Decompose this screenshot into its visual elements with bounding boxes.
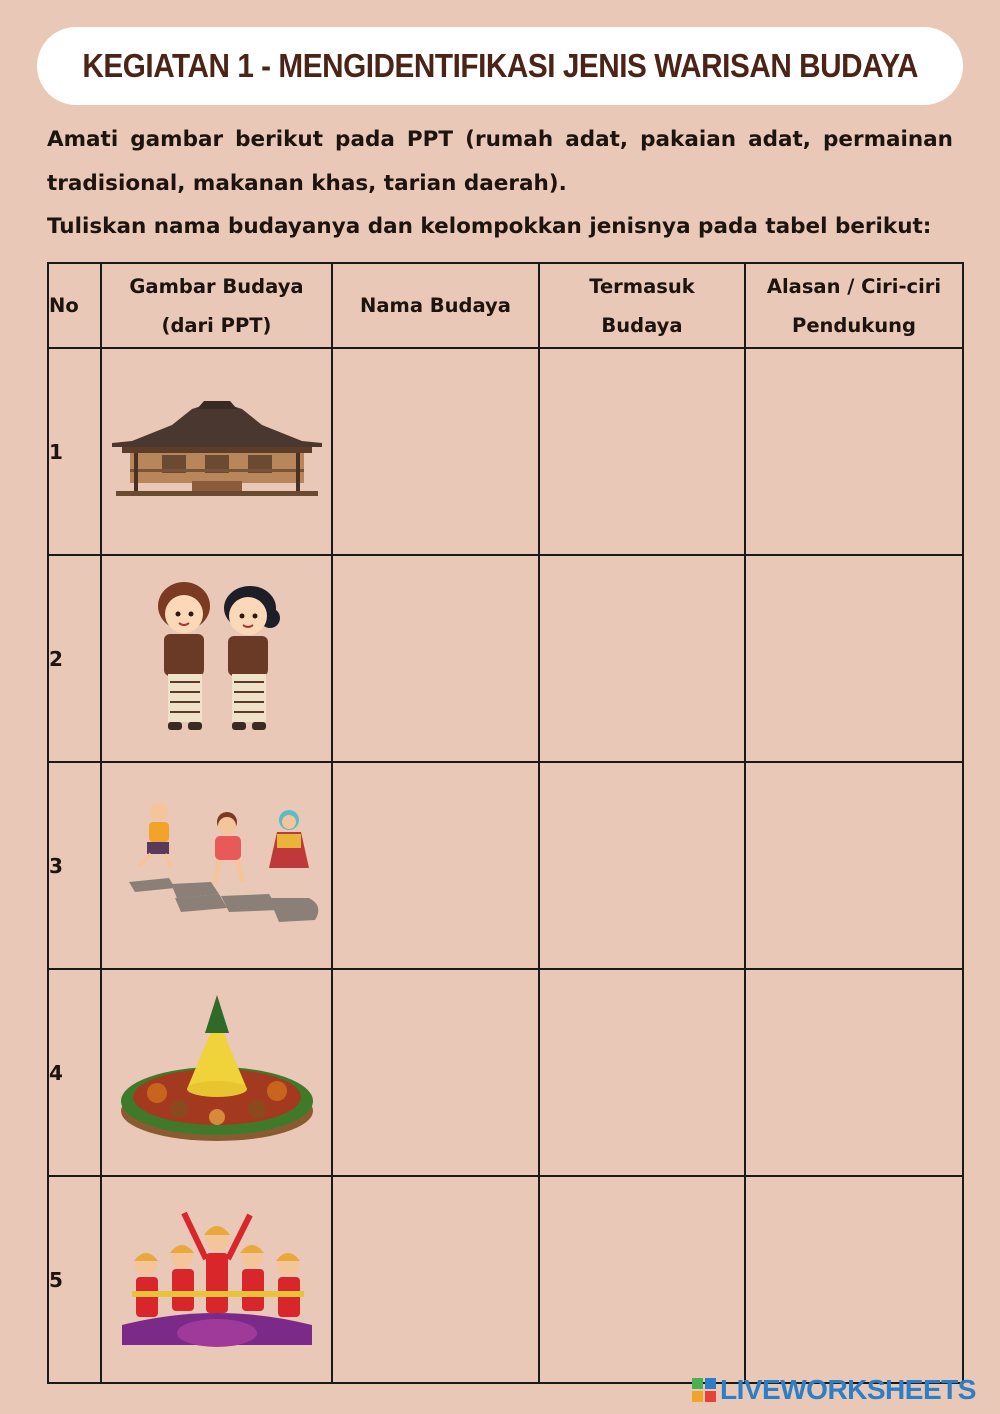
table-row <box>48 969 963 1176</box>
culture-table <box>47 262 964 1384</box>
answer-alasan[interactable] <box>745 348 963 555</box>
answer-nama[interactable] <box>332 1176 539 1383</box>
tumpeng-food-icon <box>117 993 317 1148</box>
instruction-1: Amati gambar berikut pada PPT (rumah adat, pakaian adat, permainan tradisional, makanan khas, tarian daerah). <box>47 127 953 196</box>
image-cell <box>101 762 332 969</box>
answer-termasuk[interactable] <box>539 762 745 969</box>
image-cell <box>101 348 332 555</box>
image-cell <box>101 1176 332 1383</box>
header-alasan-line1: Alasan / Ciri-ciri <box>766 274 942 298</box>
row-number: 1 <box>48 348 101 555</box>
row-number: 5 <box>48 1176 101 1383</box>
answer-alasan[interactable] <box>745 555 963 762</box>
header-alasan-line2: Pendukung <box>792 313 916 337</box>
hopscotch-game-icon <box>109 794 324 934</box>
row-number: 3 <box>48 762 101 969</box>
answer-alasan[interactable] <box>745 969 963 1176</box>
answer-nama[interactable] <box>332 555 539 762</box>
answer-termasuk[interactable] <box>539 348 745 555</box>
answer-alasan[interactable] <box>745 762 963 969</box>
answer-nama[interactable] <box>332 969 539 1176</box>
instruction-2: Tuliskan nama budayanya dan kelompokkan jenisnya pada tabel berikut: <box>47 214 932 239</box>
answer-nama[interactable] <box>332 348 539 555</box>
header-termasuk-line2: Budaya <box>601 313 683 337</box>
traditional-clothing-icon <box>142 574 292 739</box>
page-title: KEGIATAN 1 - MENGIDENTIFIKASI JENIS WARISAN BUDAYA <box>82 47 918 84</box>
title-banner <box>37 27 963 105</box>
table-row <box>48 348 963 555</box>
table-header-row <box>48 263 963 348</box>
table-row <box>48 762 963 969</box>
header-nama: Nama Budaya <box>332 263 539 348</box>
answer-termasuk[interactable] <box>539 969 745 1176</box>
row-number: 2 <box>48 555 101 762</box>
header-termasuk-line1: Termasuk <box>589 274 695 298</box>
header-gambar-line2: (dari PPT) <box>161 313 272 337</box>
table-row <box>48 555 963 762</box>
answer-termasuk[interactable] <box>539 555 745 762</box>
image-cell <box>101 555 332 762</box>
answer-termasuk[interactable] <box>539 1176 745 1383</box>
brand-name: LIVEWORKSHEETS <box>720 1374 976 1405</box>
answer-nama[interactable] <box>332 762 539 969</box>
answer-alasan[interactable] <box>745 1176 963 1383</box>
liveworksheets-logo-icon <box>692 1378 716 1402</box>
header-gambar-line1: Gambar Budaya <box>129 274 304 298</box>
brand-footer <box>692 1374 976 1406</box>
header-alasan <box>745 263 963 348</box>
table-row <box>48 1176 963 1383</box>
traditional-house-icon <box>112 395 322 505</box>
header-termasuk <box>539 263 745 348</box>
header-gambar <box>101 263 332 348</box>
traditional-dance-icon <box>112 1205 322 1350</box>
row-number: 4 <box>48 969 101 1176</box>
image-cell <box>101 969 332 1176</box>
header-no: No <box>48 263 101 348</box>
